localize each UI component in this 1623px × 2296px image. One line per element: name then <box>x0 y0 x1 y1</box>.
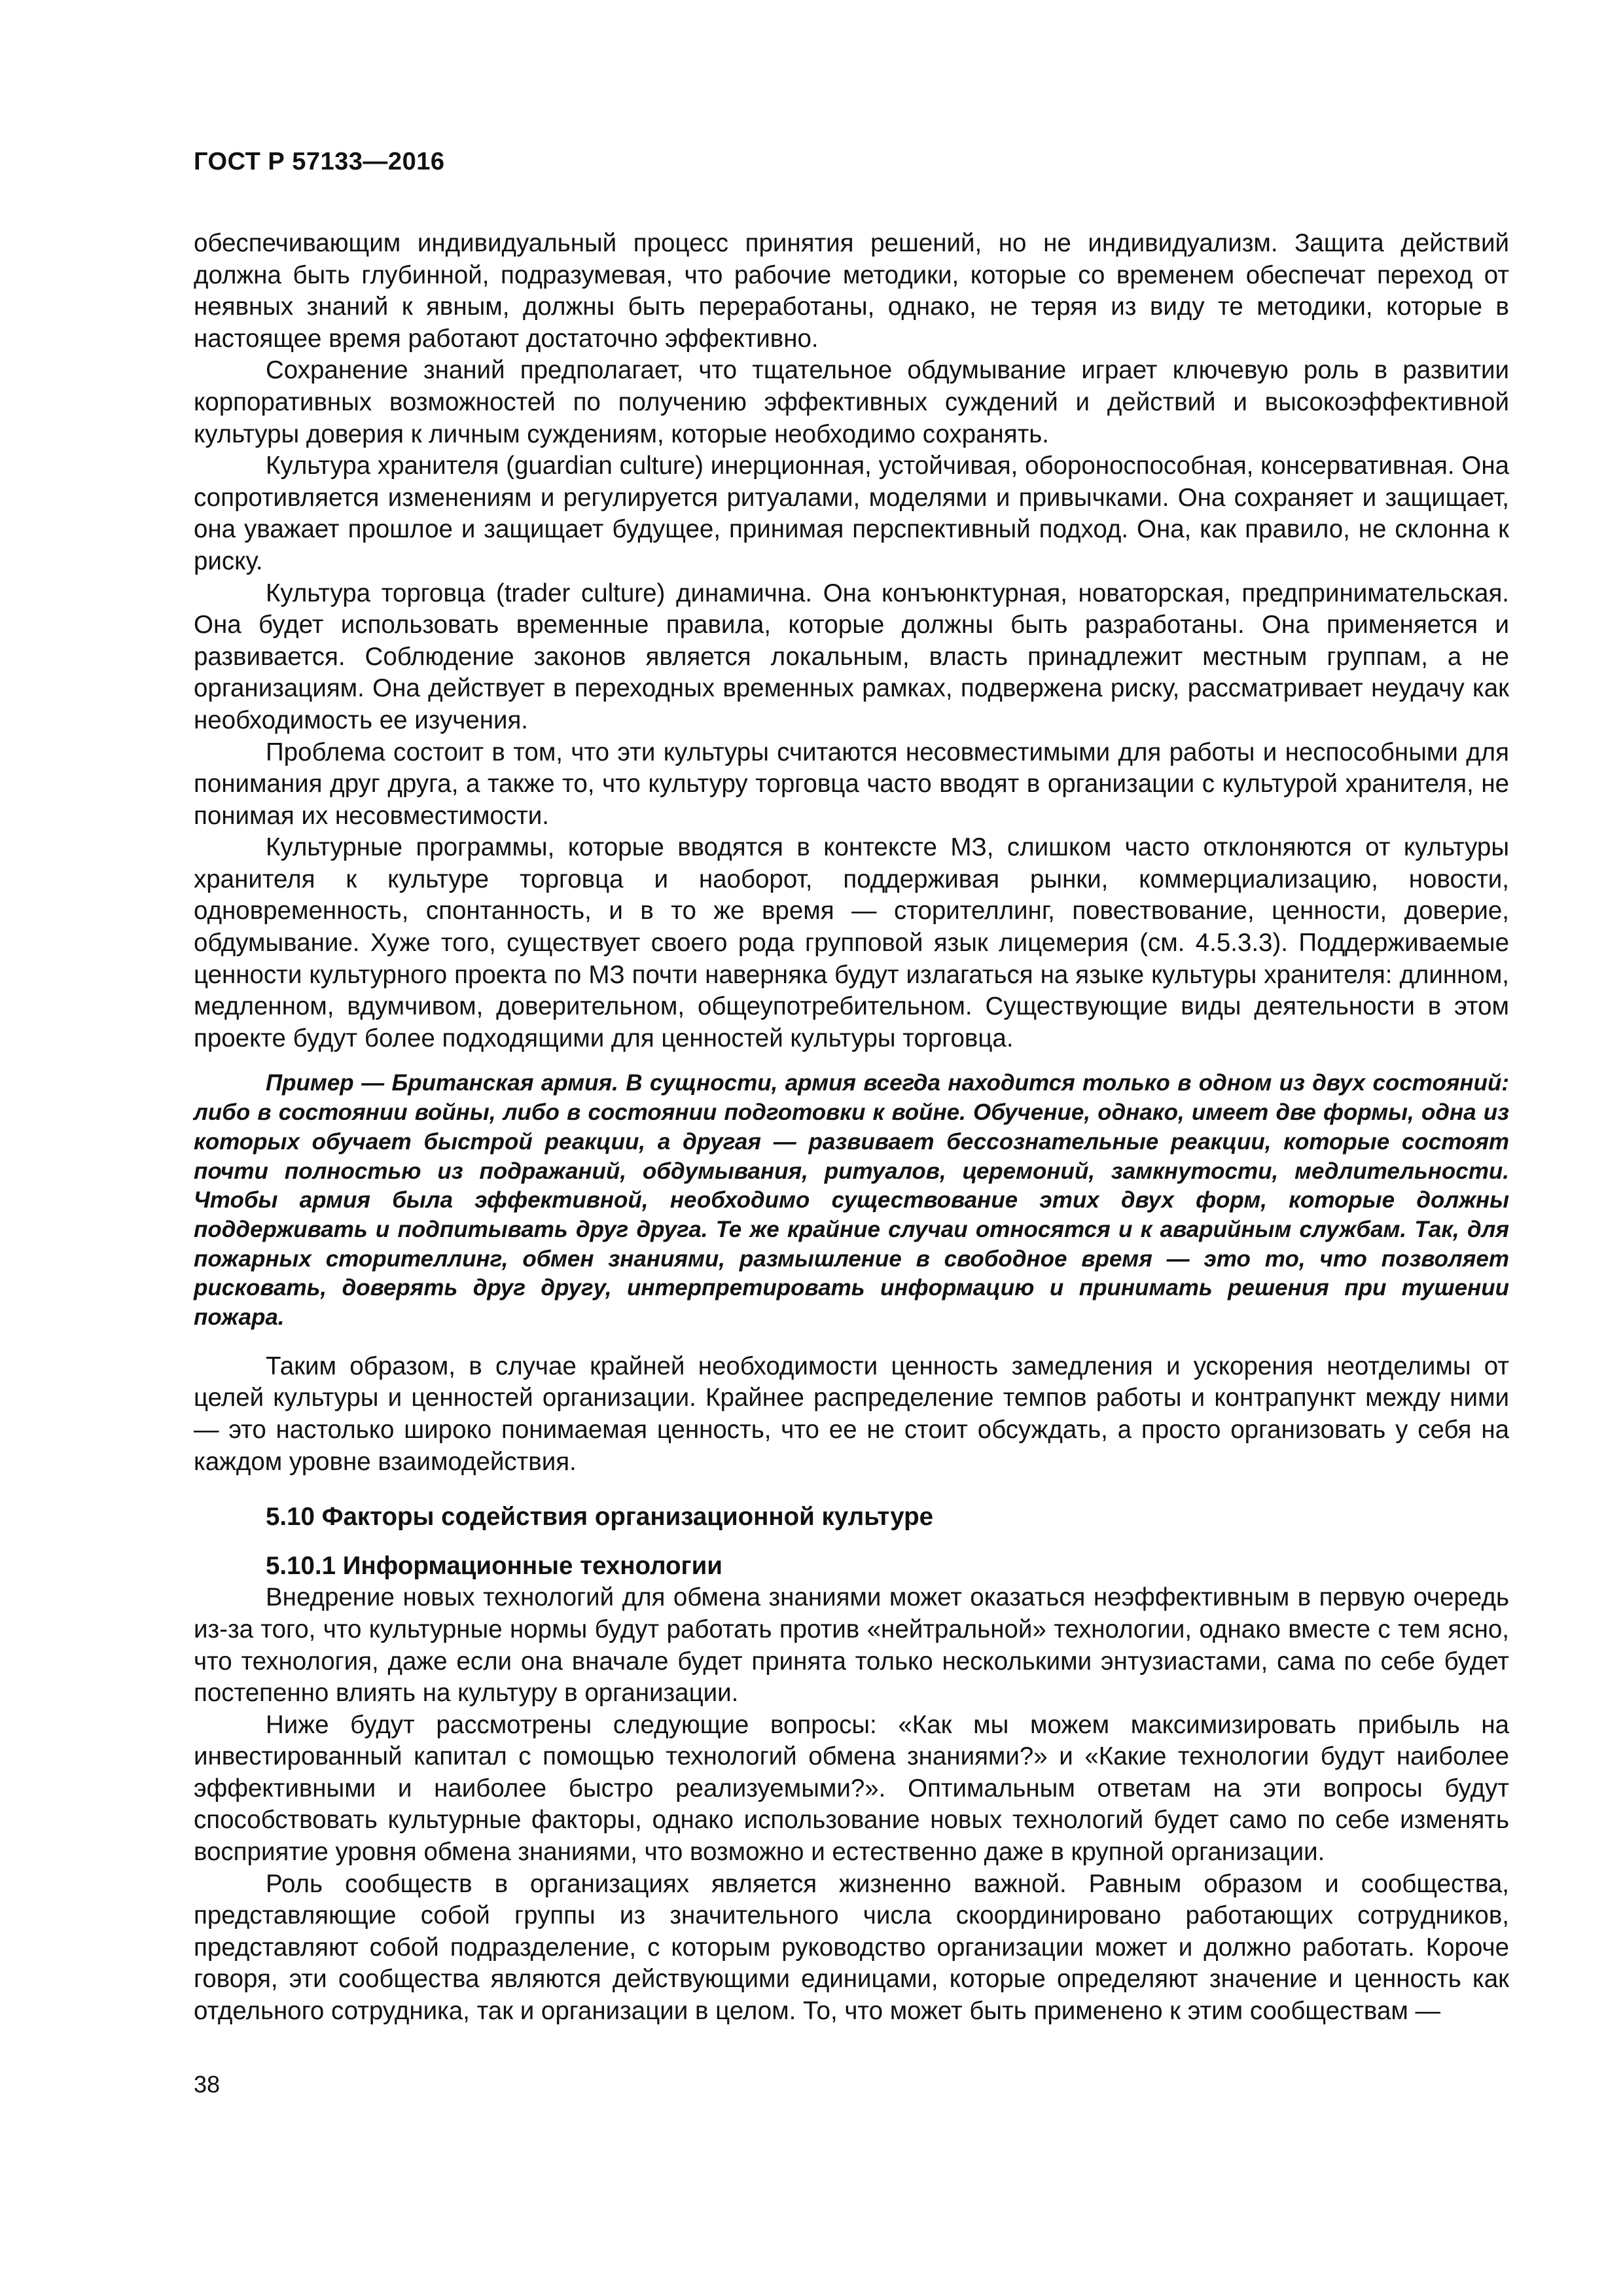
document-header: ГОСТ Р 57133—2016 <box>194 148 445 175</box>
body-paragraph: Ниже будут рассмотрены следующие вопросы: «Как мы можем максимизировать прибыль на инвестированный капитал с помощью технологий обмена знаниями?» и «Какие технологии будут наиболее эффективными и наиболее быстро реализуемыми?». Оптимальным ответам на эти вопросы будут способствовать культурные факторы, однако использование новых технологий будет само по себе изменять восприятие уровня обмена знаниями, что возможно и естественно даже в крупной организации. <box>194 1710 1509 1867</box>
body-paragraph: обеспечивающим индивидуальный процесс принятия решений, но не индивидуализм. Защита действий должна быть глубинной, подразумевая, что рабочие методики, которые со временем обеспечат переход от неявных знаний к явным, должны быть переработаны, однако, не теряя из виду те методики, которые в настоящее время работают достаточно эффективно. <box>194 229 1509 353</box>
page-number: 38 <box>194 2071 221 2098</box>
section-heading: 5.10 Факторы содействия организационной культуре <box>266 1503 934 1532</box>
body-paragraph: Культурные программы, которые вводятся в контексте МЗ, слишком часто отклоняются от культуры хранителя к культуре торговца и наоборот, поддерживая рынки, коммерциализацию, новости, одновременность, спонтанность, и в то же время — сторителлинг, повествование, ценности, доверие, обдумывание. Хуже того, существует своего рода групповой язык лицемерия (см. 4.5.3.3). Поддерживаемые ценности культурного проекта по МЗ почти наверняка будут излагаться на языке культуры хранителя: длинном, медленном, вдумчивом, доверительном, общеупотребительном. Существующие виды деятельности в этом проекте будут более подходящими для ценностей культуры торговца. <box>194 833 1509 1052</box>
subsection-heading: 5.10.1 Информационные технологии <box>266 1551 722 1580</box>
body-paragraph: Проблема состоит в том, что эти культуры считаются несовместимыми для работы и неспособными для понимания друг друга, а также то, что культуру торговца часто вводят в организации с культурой хранителя, не понимая их несовместимости. <box>194 738 1509 830</box>
body-paragraph: Внедрение новых технологий для обмена знаниями может оказаться неэффективным в первую очередь из-за того, что культурные нормы будут работать против «нейтральной» технологии, однако вместе с тем ясно, что технология, даже если она вначале будет принята только несколькими энтузиастами, сама по себе будет постепенно влиять на культуру в организации. <box>194 1583 1509 1708</box>
body-paragraph: Роль сообществ в организациях является жизненно важной. Равным образом и сообщества, представляющие собой группы из значительного числа скоординировано работающих сотрудников, представляют собой подразделение, с которым руководство организации может и должно работать. Короче говоря, эти сообщества являются действующими единицами, которые определяют значение и ценность как отдельного сотрудника, так и организации в целом. То, что может быть применено к этим сообществам — <box>194 1869 1509 2026</box>
body-paragraph: Сохранение знаний предполагает, что тщательное обдумывание играет ключевую роль в развитии корпоративных возможностей по получению эффективных суждений и действий и высокоэффективной культуры доверия к личным суждениям, которые необходимо сохранять. <box>194 356 1509 448</box>
body-paragraph: Таким образом, в случае крайней необходимости ценность замедления и ускорения неотделимы от целей культуры и ценностей организации. Крайнее распределение темпов работы и контрапункт между ними — это настолько широко понимаемая ценность, что ее не стоит обсуждать, а просто организовать у себя на каждом уровне взаимодействия. <box>194 1352 1509 1476</box>
document-body <box>194 228 1509 2028</box>
body-paragraph: Культура хранителя (guardian culture) инерционная, устойчивая, обороноспособная, консервативная. Она сопротивляется изменениям и регулируется ритуалами, моделями и привычками. Она сохраняет и защищает, она уважает прошлое и защищает будущее, принимая перспективный подход. Она, как правило, не склонна к риску. <box>194 452 1509 575</box>
example-block: Пример — Британская армия. В сущности, армия всегда находится только в одном из двух состояний: либо в состоянии войны, либо в состоянии подготовки к войне. Обучение, однако, имеет две формы, одна из которых обучает быстрой реакции, а другая — развивает бессознательные реакции, которые состоят почти полностью из подражаний, обдумывания, ритуалов, церемоний, замкнутости, медлительности. Чтобы армия была эффективной, необходимо существование этих двух форм, которые должны поддерживать и подпитывать друг друга. Те же крайние случаи относятся и к аварийным службам. Так, для пожарных сторителлинг, обмен знаниями, размышление в свободное время — это то, что позволяет рисковать, доверять друг другу, интерпретировать информацию и принимать решения при тушении пожара. <box>194 1070 1509 1331</box>
body-paragraph: Культура торговца (trader culture) динамична. Она конъюнктурная, новаторская, предпринимательская. Она будет использовать временные правила, которые должны быть разработаны. Она применяется и развивается. Соблюдение законов является локальным, власть принадлежит местным группам, а не организациям. Она действует в переходных временных рамках, подвержена риску, рассматривает неудачу как необходимость ее изучения. <box>194 579 1509 734</box>
